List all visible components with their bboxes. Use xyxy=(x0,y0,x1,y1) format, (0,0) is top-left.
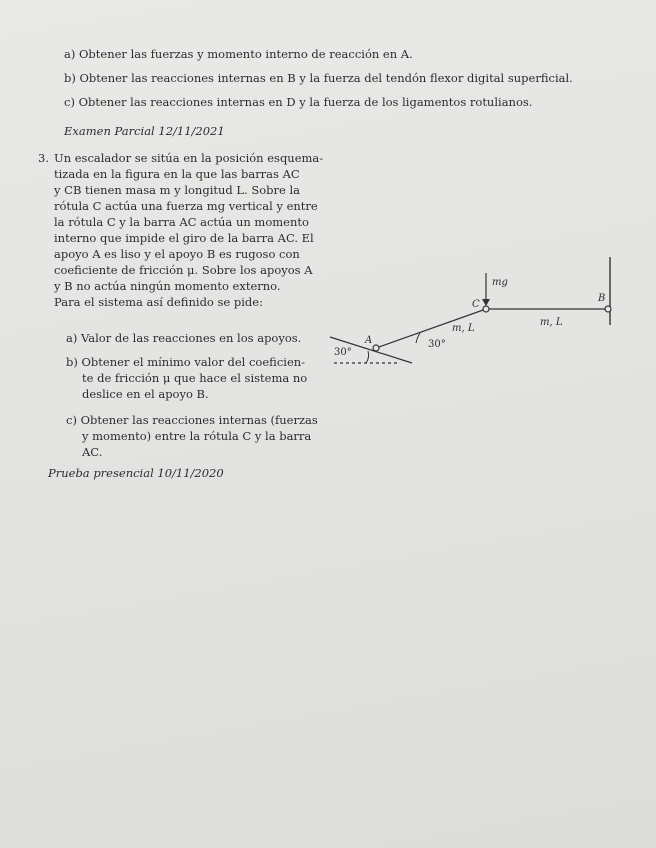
statement-line: y CB tienen masa m y longitud L. Sobre la xyxy=(54,183,301,197)
prev-item-b: b) Obtener las reacciones internas en B y la fuerza del tendón flexor digital superficial. xyxy=(64,71,573,85)
mg-arrow-head xyxy=(482,299,490,306)
label-bar-cb: m, L xyxy=(540,317,563,328)
joint-b xyxy=(605,306,611,312)
statement-line: interno que impide el giro de la barra AC. El xyxy=(54,231,314,245)
label-angle-left: 30° xyxy=(334,347,352,358)
item-c-line: y momento) entre la rótula C y la barra xyxy=(82,429,312,443)
label-mg: mg xyxy=(492,277,508,288)
item-b-line: te de fricción μ que hace el sistema no xyxy=(82,371,308,385)
item-c-line: AC. xyxy=(82,445,103,459)
label-a: A xyxy=(365,335,373,346)
statement-line: apoyo A es liso y el apoyo B es rugoso con xyxy=(54,247,300,261)
prev-exam-note: Examen Parcial 12/11/2021 xyxy=(64,124,225,138)
angle-arc-a xyxy=(366,351,369,363)
item-b-line: deslice en el apoyo B. xyxy=(82,387,209,401)
prev-item-c: c) Obtener las reacciones internas en D y la fuerza de los ligamentos rotulianos. xyxy=(64,95,533,109)
joint-a xyxy=(373,345,379,351)
statement-line: rótula C actúa una fuerza mg vertical y entre xyxy=(54,199,318,213)
prev-item-a: a) Obtener las fuerzas y momento interno de reacción en A. xyxy=(64,47,413,61)
exam-note: Prueba presencial 10/11/2020 xyxy=(48,466,224,480)
item-b-line: b) Obtener el mínimo valor del coeficien- xyxy=(66,355,306,369)
label-b: B xyxy=(598,293,606,304)
label-c: C xyxy=(472,299,480,310)
statement-line: y B no actúa ningún momento externo. xyxy=(54,279,281,293)
item-a-line: a) Valor de las reacciones en los apoyos. xyxy=(66,331,302,345)
statement-line: Un escalador se sitúa en la posición esquema- xyxy=(54,151,324,165)
problem-number: 3. xyxy=(38,151,49,165)
joint-c xyxy=(483,306,489,312)
mechanics-diagram xyxy=(320,255,620,375)
statement-line: la rótula C y la barra AC actúa un momento xyxy=(54,215,309,229)
statement-line: Para el sistema así definido se pide: xyxy=(54,295,263,309)
label-bar-ac: m, L xyxy=(452,323,475,334)
item-c-line: c) Obtener las reacciones internas (fuerzas xyxy=(66,413,318,427)
angle-arc-bar xyxy=(416,333,420,343)
label-angle-right: 30° xyxy=(428,339,446,350)
statement-line: coeficiente de fricción μ. Sobre los apoyos A xyxy=(54,263,313,277)
statement-line: tizada en la figura en la que las barras AC xyxy=(54,167,300,181)
